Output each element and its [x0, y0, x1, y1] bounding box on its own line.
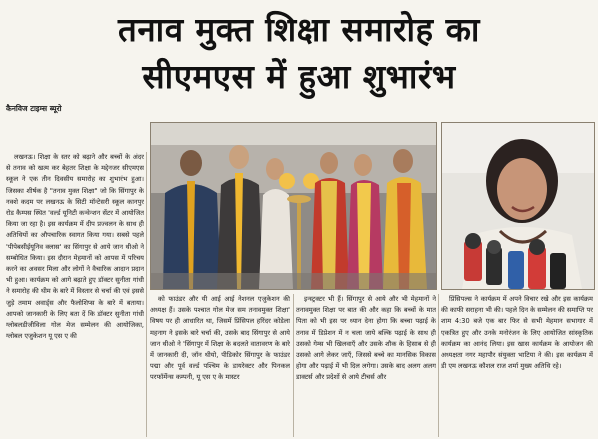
ceremony-photo	[150, 122, 437, 290]
speaker-photo-image	[442, 123, 594, 289]
article-paragraph: को फाउंडर और यी आई आई नेशनल एजुकेशन की अध्यक्ष हैं। उसके पश्चात गोल मेज सम तनावमुक्त शिक्षा' विषय पर ही आधारित था, जिसमें प्रिंसिपल हरिंदर कोडेला महनाग ने इसके बारे चर्चा की, उसके बाद सिंगापुर से आये जान थीओ ने 'सिंगापुर में शिक्षा के बदलते वातावरण के बारे में जानकारी दी, जॉन थीयो, पीडिकोर सिंगापुर के फाउंडर पद्मा और पूर्व वर्ल्ड पश्चिम के डायरेक्टर और पिनकल परफॉर्मेन्स कम्पनी, यू एस ए के मास्टर	[150, 295, 290, 382]
article-paragraph: लखनऊ। शिक्षा के स्तर को बढ़ाने और बच्चों के अंदर से तनाव को खत्म कर बेहतर शिक्षा के मद्देनजर सीएमएस स्कूल ने एक तीन दिवसीय समारोह का शुभारंभ हुआ। जिसका शीर्षक है "तनाव मुक्त शिक्षा" जो कि सिंगापुर के नक्शे कदम पर लखनऊ के सिटी मॉन्टेसरी स्कूल कानपुर रोड कैम्पस स्थित 'वर्ल्ड यूनिटी कन्वेन्शन सेंटर में आयोजित किया जा रहा है। इस कार्यक्रम में दीप प्रज्वलन के साथ ही अतिथियों का औपचारिक स्वागत किया गया। सबसे पहले 'पीपेबसीईयूनिव क्लास' का सिंगापुर से आये जान थीओ ने सम्बोधित किया। इस दौरान मेहमानों को आपस में परिचय करने का अवसर मिला और लोगों ने वैचारिक आदान प्रदान भी हुआ। कार्यक्रम को आगे बढ़ाते हुए डॉक्टर सुनीता गांधी ने समारोह की थीम के बारे में विस्तार से चर्चा की एवं इससे जुड़े तमाम अवार्ड्स और फैलोशिप्स के बारे में बताया। आपको जानकारी के लिए बता दें कि डॉक्टर सुनीता गांधी ग्लोबलडीजीविला गोल मेज सम्मेलन की आयोजिका, ग्लोबल एजुकेशन यू एस ए की	[6, 153, 144, 341]
column-divider	[293, 294, 294, 437]
headline-line-2: सीएमएस में हुआ शुभारंभ	[142, 57, 456, 96]
column-divider	[438, 294, 439, 437]
article-column-3	[296, 294, 436, 437]
column-divider	[146, 152, 147, 437]
speaker-photo	[441, 122, 595, 290]
article-column-1	[6, 152, 144, 437]
byline: कैनविज टाइम्स ब्यूरो	[6, 104, 62, 113]
ceremony-photo-image	[151, 123, 436, 289]
article-column-4	[441, 294, 593, 437]
article-column-2	[150, 294, 290, 437]
article-paragraph: प्रिंसिपल्स ने कार्यक्रम में अपने विचार रखे और इस कार्यक्रम की काफी सराहना भी की। पहले दिन के सम्मेलन की समाप्ति पर शाम 4:30 बजे एक बार फिर से सभी मेहमान सभागार में एकत्रित हुए और उनके मनोरंजन के लिए आयोजित सांस्कृतिक कार्यक्रम का आनंद लिया। इस खास कार्यक्रम के आयोजन की अध्यक्षता नगर महापौर संयुक्ता भाटिया ने की। इस कार्यक्रम में डी एम लखनऊ कौशल राज शर्मा मुख्य अतिथि रहे।	[441, 295, 593, 371]
headline-line-1: तनाव मुक्त शिक्षा समारोह का	[118, 10, 480, 49]
article-paragraph: इन्स्ट्रक्टर भी हैं। सिंगापुर से आये और भी मेहमानों ने तनावमुक्त शिक्षा पर बात की और कहा कि बच्चों के मात पिता को भी इस पर ध्यान देना होगा कि बच्चा पढ़ाई के तनाव में डिप्रेशन में न चला जाये बल्कि पढ़ाई के साथ ही उसको गेम्स भी खिलवाएँ और उसके शौक के हिसाब से ही उसको आगे लेकर जाएँ, जिससे बच्चे का मानसिक विकास होगा और पढ़ाई में भी दिल लगेगा। उसके बाद अलग अलग डाक्टर्स और प्रदेशों से आये टीचर्स और	[296, 295, 436, 382]
